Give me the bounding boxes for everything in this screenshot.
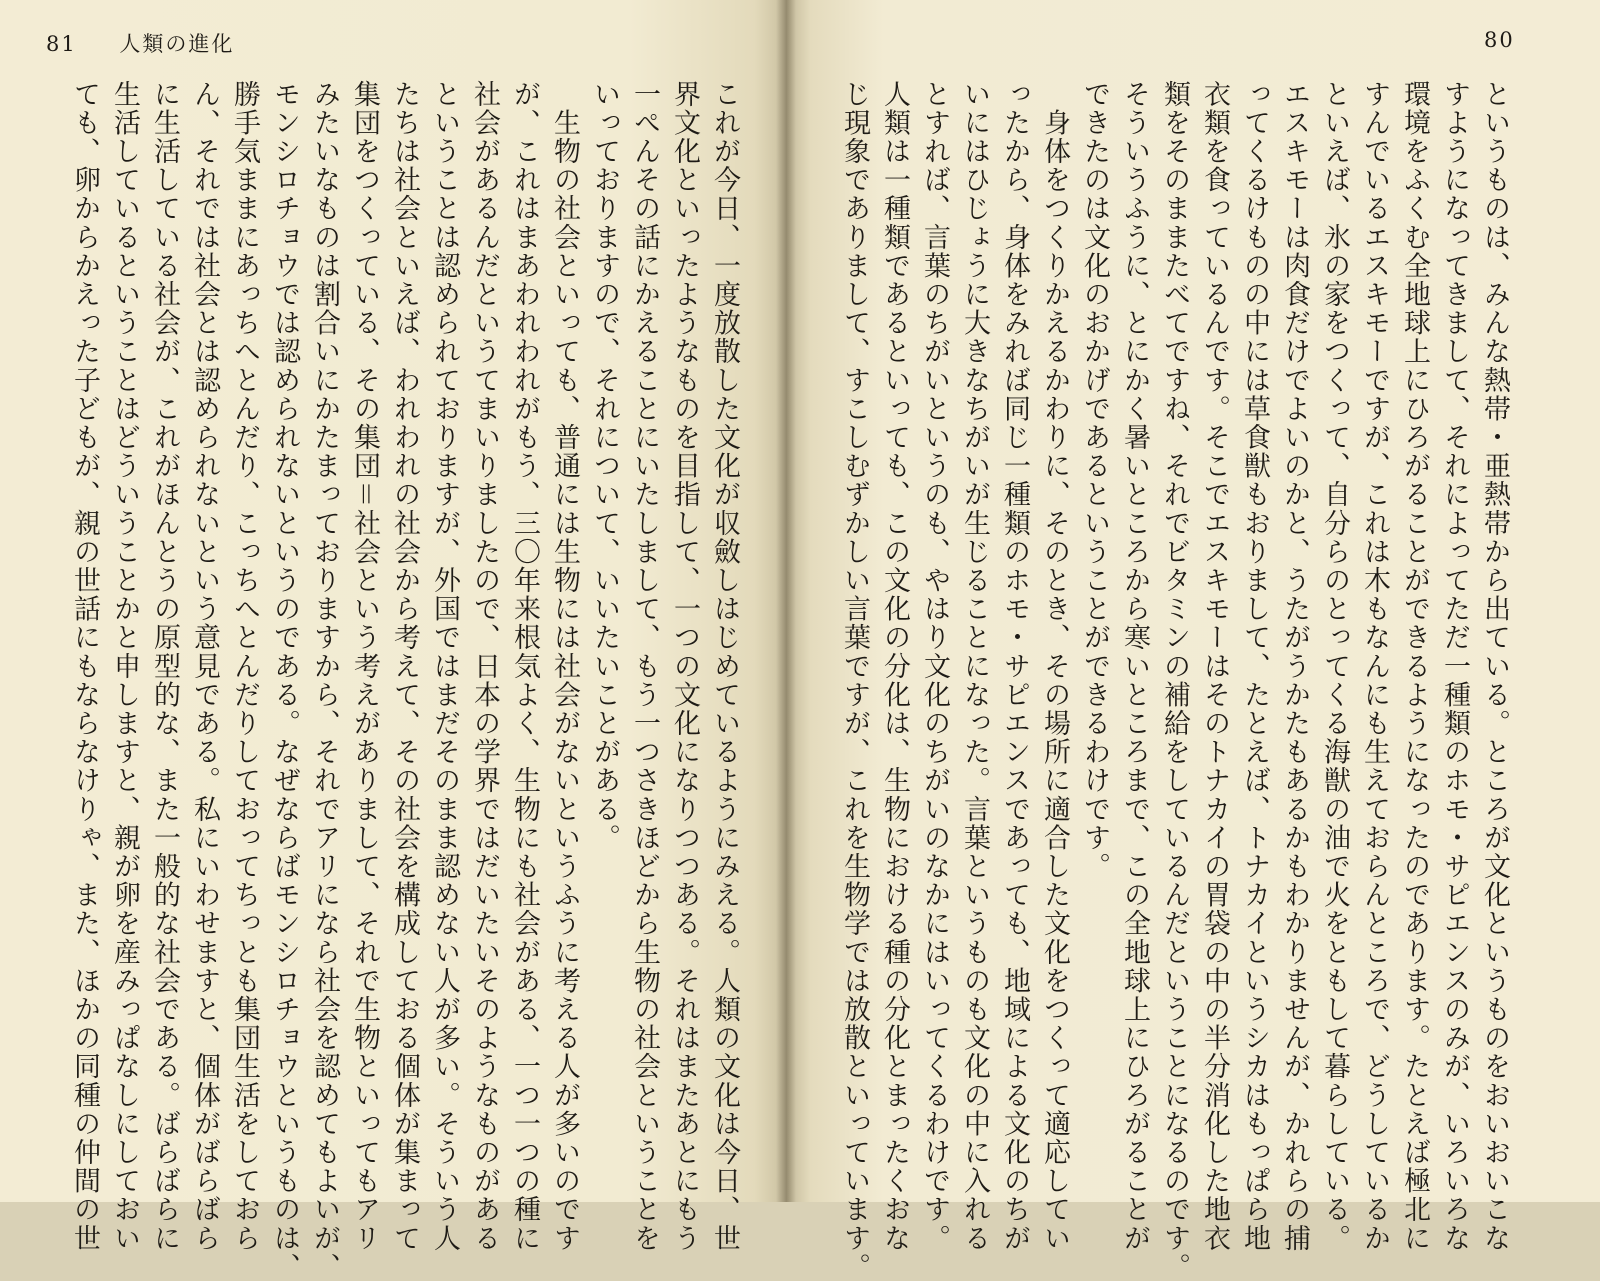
text-line: 一ぺんその話にかえることにいたしまして、もう一つさきほどから生物の社会ということを (629, 80, 660, 1253)
left-page-header (46, 28, 234, 58)
text-line: に生活している社会が、これがほんとうの原型的な、また一般的な社会である。ばらばらに (149, 80, 180, 1253)
left-page-text (44, 80, 744, 1281)
text-line: 集団をつくっている、その集団＝社会という考えがありまして、それで生物といってもアリ (349, 80, 380, 1253)
text-line: たちは社会といえば、われわれの社会から考えて、その社会を構成しておる個体が集まって (389, 80, 420, 1253)
text-line: エスキモーは肉食だけでよいのかと、うたがうかたもあるかもわかりませんが、かれらの捕 (1279, 80, 1310, 1253)
text-line: 生活しているということはどういうことかと申しますと、親が卵を産みっぱなしにしておい (109, 80, 140, 1253)
text-line: ん、それでは社会とは認められないという意見である。私にいわせますと、個体がばらばら (189, 80, 220, 1253)
text-line: モンシロチョウでは認められないというのである。なぜならばモンシロチョウというものは、 (269, 80, 300, 1281)
text-line: ということは認められておりますが、外国ではまだそのまま認めない人が多い。そういう人 (429, 80, 460, 1253)
text-line: すんでいるエスキモーですが、これは木もなんにも生えておらんところで、どうしているか (1359, 80, 1390, 1253)
left-page-number: 81 (46, 32, 77, 56)
text-line: 人類は一種類であるといっても、この文化の分化は、生物における種の分化とまったくおな (879, 80, 910, 1253)
text-line: 勝手気ままにあっちへとんだり、こっちへとんだりしておってちっとも集団生活をしておら (229, 80, 260, 1253)
text-line: 類をそのままたべてですね、それでビタミンの補給をしているんだということになるのです。 (1159, 80, 1190, 1281)
right-page-text (839, 80, 1514, 1281)
running-title: 人類の進化 (119, 32, 235, 56)
text-line: これが今日、一度放散した文化が収斂しはじめているようにみえる。人類の文化は今日、世 (709, 80, 740, 1253)
text-line: 環境をふくむ全地球上にひろがることができるようになったのであります。たとえば極北に (1399, 80, 1430, 1253)
right-page-number: 80 (1484, 28, 1515, 52)
text-line: が、これはまあわれわれがもう、三〇年来根気よく、生物にも社会がある、一つ一つの種に (509, 80, 540, 1253)
text-line: 社会があるんだというてまいりましたので、日本の学界ではだいたいそのようなものがある (469, 80, 500, 1253)
text-line: いにはひじょうに大きなちがいが生じることになった。言葉というものも文化の中に入れる (959, 80, 990, 1253)
text-line: すようになってきまして、それによってただ一種類のホモ・サピエンスのみが、いろいろな (1439, 80, 1470, 1253)
text-line: 生物の社会といっても、普通には生物には社会がないというふうに考える人が多いのです (549, 80, 580, 1253)
text-line: というものは、みんな熱帯・亜熱帯から出ている。ところが文化というものをおいおいこな (1479, 80, 1510, 1253)
text-line: 界文化といったようなものを目指して、一つの文化になりつつある。それはまたあとにもう (669, 80, 700, 1253)
text-line: ってくるけものの中には草食獣もおりまして、たとえば、トナカイというシカはもっぱら地 (1239, 80, 1270, 1253)
text-line: ったから、身体をみれば同じ一種類のホモ・サピエンスであっても、地域による文化のちが (999, 80, 1030, 1253)
text-line: といえば、氷の家をつくって、自分らのとってくる海獣の油で火をともして暮らしている。 (1319, 80, 1350, 1253)
text-line: できたのは文化のおかげであるということができるわけです。 (1079, 80, 1110, 881)
text-line: 身体をつくりかえるかわりに、そのとき、その場所に適合した文化をつくって適応してい (1039, 80, 1070, 1253)
text-line: とすれば、言葉のちがいというのも、やはり文化のちがいのなかにはいってくるわけです。 (919, 80, 950, 1253)
text-line: ても、卵からかえった子どもが、親の世話にもならなけりゃ、また、ほかの同種の仲間の世 (69, 80, 100, 1253)
text-line: そういうふうに、とにかく暑いところから寒いところまで、この全地球上にひろがることが (1119, 80, 1150, 1253)
text-line: いっておりますので、それについて、いいたいことがある。 (589, 80, 620, 853)
text-line: 衣類を食っているんです。そこでエスキモーはそのトナカイの胃袋の中の半分消化した地衣 (1199, 80, 1230, 1253)
text-line: じ現象でありまして、すこしむずかしい言葉ですが、これを生物学では放散といっています。 (839, 80, 870, 1281)
text-line: みたいなものは割合いにかたまっておりますから、それでアリになら社会を認めてもよいが、 (309, 80, 340, 1281)
book-gutter (776, 0, 796, 1202)
